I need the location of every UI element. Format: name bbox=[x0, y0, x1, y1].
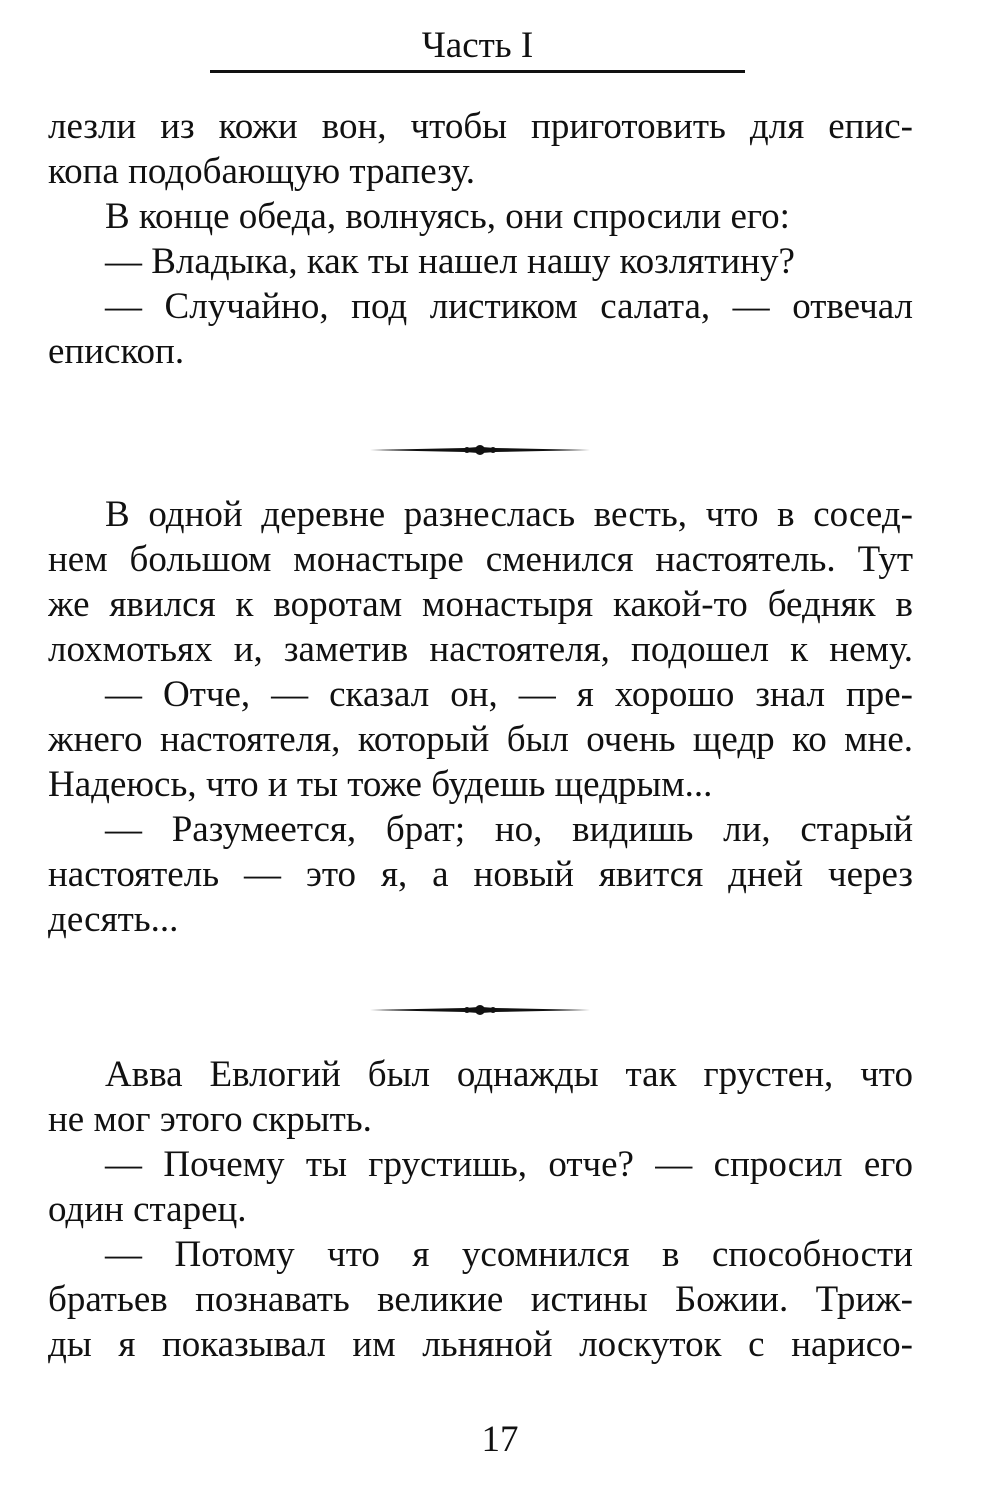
text-line: один старец. bbox=[48, 1189, 247, 1230]
text-line: — Почему ты грустишь, отче? — спросил его bbox=[105, 1144, 913, 1185]
text-section-2 bbox=[48, 492, 913, 942]
ornamental-rule-icon bbox=[370, 442, 590, 458]
text-line: — Потому что я усомнился в способности bbox=[105, 1234, 913, 1275]
text-line: — Случайно, под листиком салата, — отвечал bbox=[105, 286, 913, 327]
text-line: лохмотьях и, заметив настоятеля, подошел к нему. bbox=[48, 629, 913, 670]
text-section-3 bbox=[48, 1052, 913, 1367]
text-line: Надеюсь, что и ты тоже будешь щедрым... bbox=[48, 764, 713, 805]
text-line: — Владыка, как ты нашел нашу козлятину? bbox=[105, 241, 795, 282]
text-line: настоятель — это я, а новый явится дней через bbox=[48, 854, 913, 895]
text-line: же явился к воротам монастыря какой-то бедняк в bbox=[48, 584, 913, 625]
text-line: лезли из кожи вон, чтобы приготовить для епис- bbox=[48, 106, 913, 147]
ornamental-rule-icon bbox=[370, 1002, 590, 1018]
text-line: епископ. bbox=[48, 331, 185, 372]
text-line: — Разумеется, брат; но, видишь ли, старый bbox=[105, 809, 913, 850]
running-title: Часть I bbox=[421, 25, 534, 66]
text-line: десять... bbox=[48, 899, 179, 940]
text-line: Авва Евлогий был однажды так грустен, что bbox=[105, 1054, 913, 1095]
text-line: В конце обеда, волнуясь, они спросили его: bbox=[105, 196, 790, 237]
header-rule bbox=[210, 70, 745, 73]
text-line: копа подобающую трапезу. bbox=[48, 151, 476, 192]
text-line: жнего настоятеля, который был очень щедр ко мне. bbox=[48, 719, 913, 760]
text-section-1 bbox=[48, 104, 913, 374]
text-line: — Отче, — сказал он, — я хорошо знал пре- bbox=[105, 674, 913, 715]
text-line: ды я показывал им льняной лоскуток с нарисо- bbox=[48, 1324, 913, 1365]
text-line: братьев познавать великие истины Божии. Триж- bbox=[48, 1279, 913, 1320]
text-line: В одной деревне разнеслась весть, что в сосед- bbox=[105, 494, 913, 535]
page-number: 17 bbox=[481, 1419, 519, 1460]
text-line: нем большом монастыре сменился настоятель. Тут bbox=[48, 539, 913, 580]
text-line: не мог этого скрыть. bbox=[48, 1099, 372, 1140]
